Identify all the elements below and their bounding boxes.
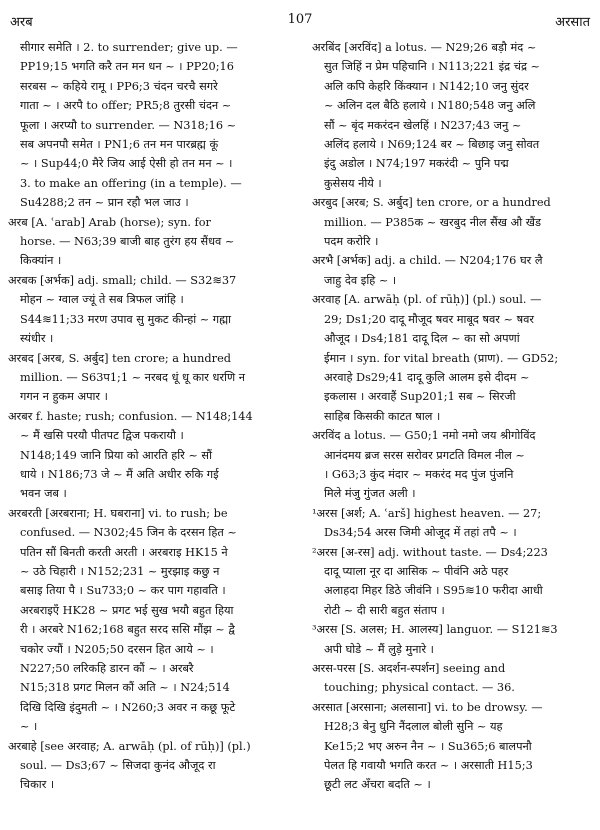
right-column <box>312 38 596 828</box>
page-header <box>10 12 590 34</box>
entry-headword-line: अरसात [अरसाना; अलसाना] vi. to be drowsy. — <box>312 700 543 714</box>
entry-text-line: पेलत हि गवायौ भगति करत ~ । अरसाती H15;3 <box>324 759 533 773</box>
entry-text-line: H28;3 बेनु धुनि नैंदलाल बोली सुनि ~ यह <box>324 720 503 734</box>
entry-headword-line: अरबरती [अरबराना; H. घबराना] vi. to rush; be <box>8 506 228 520</box>
entry-text-line: कुसेसय नीये । <box>324 176 382 190</box>
entry-text-line: चिकार । <box>20 778 55 792</box>
entry-text-line: बसाइ तिया पै । Su733;0 ~ कर पाग गहावति । <box>20 584 226 598</box>
entry-text-line: N148;149 जानि प्रिया को आरति हरि ~ सौं <box>20 448 212 462</box>
entry-text-line: N227;50 लरिकहि डारन कौं ~ । अरबरै <box>20 662 194 675</box>
entry-text-line: PP19;15 भगति करै तन मन धन ~ । PP20;16 <box>20 60 234 74</box>
entry-text-line: सीगार समेति । 2. to surrender; give up. — <box>20 41 238 54</box>
entry-text-line: मोहन ~ ग्वाल ज्यूं ते सब त्रिफल जांहि । <box>20 293 184 307</box>
entry-headword-line: ¹अरस [अर्श; A. ʿarš] highest heaven. — 27; <box>312 506 542 520</box>
entry-text-line: दादू प्याला नूर दा आसिक ~ पीवंनि अठे पहर <box>324 564 509 578</box>
entry-text-line: ~ मैं खसि परयौ पीतपट द्विज पकरायौ । <box>20 429 184 443</box>
entry-text-line: किक्यांन । <box>20 254 62 268</box>
entry-text-line: इंदु अडोल । N74;197 मकरंदी ~ पुनि पद्म <box>324 157 509 171</box>
entry-headword-line: अरबाहे [see अरवाह; A. arwāḥ (pl. of rūḥ)] (pl.) <box>8 739 251 753</box>
entry-text-line: रोटी ~ दी सारी बहुत संताप । <box>324 603 445 617</box>
entry-text-line: । G63;3 कुंद मंदार ~ मकरंद मद पुंज पुंजनि <box>324 467 514 481</box>
entry-text-line: ~ अलिन दल बैठि हलाये । N180;548 जनु अलि <box>324 99 536 113</box>
entry-text-line: horse. — N63;39 बाजी बाह तुरंग हय सैंधव ~ <box>20 235 235 249</box>
entry-text-line: फूला । अरप्यौ to surrender. — N318;16 ~ <box>20 118 237 132</box>
entry-headword-line: अरबुद [अरब; S. अर्बुद] ten crore, or a hundred <box>312 196 551 210</box>
entry-text-line: अलिंद हलाये । N69;124 बर ~ बिछाइ जनु सोवत <box>324 138 540 152</box>
left-column <box>8 38 288 828</box>
entry-text-line: इकलास । अरवाहैं Sup201;1 सब ~ सिरजी <box>324 390 516 404</box>
entry-text-line: ~ उठे चिहारी । N152;231 ~ मुरझाइ कछु न <box>20 564 220 578</box>
entry-text-line: S44≋11;33 मरण उपाव सु मुकट कीन्हां ~ गह्मा <box>20 312 232 326</box>
entry-text-line: धाये । N186;73 जे ~ मैं अति अधीर रुकि गई <box>20 467 219 481</box>
entry-text-line: अरवाहे Ds29;41 दादू कुलि आलम इसे दीदम ~ <box>324 370 530 384</box>
entry-text-line: Ds34;54 अरस जिमी ओजूद में तहां तपै ~ । <box>324 526 517 540</box>
entry-text-line: पतिन सौं बिनती करती अरती । अरबराइ HK15 ने <box>20 545 228 559</box>
entry-text-line: चकोर ज्यौं । N205;50 दरसन हित आये ~ । <box>20 642 214 656</box>
entry-text-line: औजूद । Ds4;181 दादू दिल ~ का सो अपणां <box>324 332 520 346</box>
entry-text-line: पदम करोरि । <box>324 235 379 249</box>
entry-headword-line: अरबिंद [अरविंद] a lotus. — N29;26 बड़ौ मंद ~ <box>312 41 537 54</box>
entry-text-line: गगन न हुकम अपार । <box>20 390 108 404</box>
entry-text-line: अलि कपि केहरि किंक्यान । N142;10 जनु सुंदर <box>324 79 529 93</box>
entry-text-line: ईमान । syn. for vital breath (प्राण). — GD52; <box>324 351 559 365</box>
entry-headword-line: अरबक [अर्भक] adj. small; child. — S32≋37 <box>8 273 237 287</box>
entry-headword-line: ²अरस [अ-रस] adj. without taste. — Ds4;223 <box>312 545 548 559</box>
entry-headword-line: अरबद [अरब, S. अर्बुद] ten crore; a hundred <box>8 351 231 365</box>
entry-text-line: सौं ~ बृंद मकरंदन खेलहिं । N237;43 जनु ~ <box>324 118 522 132</box>
entry-headword-line: अरभै [अर्भक] adj. a child. — N204;176 घर लै <box>312 254 543 268</box>
entry-text-line: confused. — N302;45 जिन के दरसन हित ~ <box>20 526 237 540</box>
entry-text-line: अलाहदा मिहर डिठे जीवंनि । S95≋10 फरीदा आधी <box>324 584 543 598</box>
entry-text-line: 29; Ds1;20 दादू मौजूद षवर माबूद षवर ~ षवर <box>324 312 535 326</box>
entry-text-line: मिले मंजु गुंजत अली । <box>324 487 416 501</box>
entry-headword-line: अरबर f. haste; rush; confusion. — N148;144 <box>8 409 253 423</box>
entry-headword-line: अरविंद a lotus. — G50;1 नमो नमो जय श्रीगोविंद <box>312 429 536 443</box>
entry-text-line: 3. to make an offering (in a temple). — <box>20 176 242 190</box>
entry-text-line: Ke15;2 भए अरुन नैन ~ । Su365;6 बालपनौ <box>324 739 532 753</box>
entry-text-line: ~ । Sup44;0 मैरे जिय आई ऐसी हो तन मन ~ । <box>20 157 233 171</box>
entry-text-line: री । अरबरे N162;168 बहुत सरद ससि मौंझ ~ द्वै <box>20 623 235 637</box>
entry-text-line: million. — P385क ~ खरबुद नील सैंख औ खैंड <box>324 215 542 229</box>
entry-text-line: दिखि दिखि इंदुमती ~ । N260;3 अवर न कछू फूटे <box>20 700 236 714</box>
entry-text-line: सुत जिहिं न प्रेम पहिचानि । N113;221 इंद्र चंद्र ~ <box>324 60 540 74</box>
entry-text-line: साहिब किसकी काटत षाल । <box>324 409 441 423</box>
header-right-guide-word: अरसात <box>555 15 590 30</box>
entry-text-line: अरबराइएँ HK28 ~ प्रगट भई सुख भयौ बहुत हिया <box>20 603 234 617</box>
entry-text-line: N15;318 प्रगट मिलन कौं अति ~ । N24;514 <box>20 681 230 695</box>
entry-text-line: million. — S63प1;1 ~ नरबद धूं धू कार धरणि न <box>20 370 246 384</box>
entry-text-line: सरबस ~ कहिये रामू । PP6;3 चंदन चरचै सगरे <box>20 79 218 93</box>
entry-headword-line: अरब [A. ʿarab] Arab (horse); syn. for <box>8 215 211 229</box>
entry-text-line: जाहु देव इहि ~ । <box>324 273 397 287</box>
entry-text-line: soul. — Ds3;67 ~ सिजदा कुनंद औजूद रा <box>20 759 216 773</box>
entry-text-line: छूटी लट अँचरा बदति ~ । <box>324 778 431 792</box>
entry-text-line: ~ । <box>20 720 38 734</box>
entry-headword-line: अरवाह [A. arwāḥ (pl. of rūḥ)] (pl.) soul. — <box>312 293 542 307</box>
entry-text-line: आनंदमय ब्रज सरस सरोवर प्रगटति विमल नील ~ <box>324 448 525 462</box>
entry-headword-line: अरस-परस [S. अदर्शन-स्पर्शन] seeing and <box>312 662 506 675</box>
entry-text-line: गाता ~ । अरपै to offer; PR5;8 तुरसी चंदन ~ <box>20 99 232 113</box>
entry-text-line: Su4288;2 तन ~ प्रान रहौ भल जाउ । <box>20 196 189 210</box>
entry-text-line: अपी घोडे ~ मैं लुड़े मुनारे । <box>324 642 434 656</box>
entry-text-line: touching; physical contact. — 36. <box>324 681 515 695</box>
entry-headword-line: ³अरस [S. अलस; H. आलस्य] languor. — S121≋3 <box>312 623 558 637</box>
entry-text-line: सब अपनपौ समेत । PN1;6 तन मन पारब्रह्म कूं <box>20 138 219 152</box>
page-number: 107 <box>287 12 313 27</box>
entry-text-line: स्यंधीर । <box>20 332 54 346</box>
entry-text-line: भवन जब । <box>20 487 67 501</box>
header-left-guide-word: अरब <box>10 15 33 30</box>
